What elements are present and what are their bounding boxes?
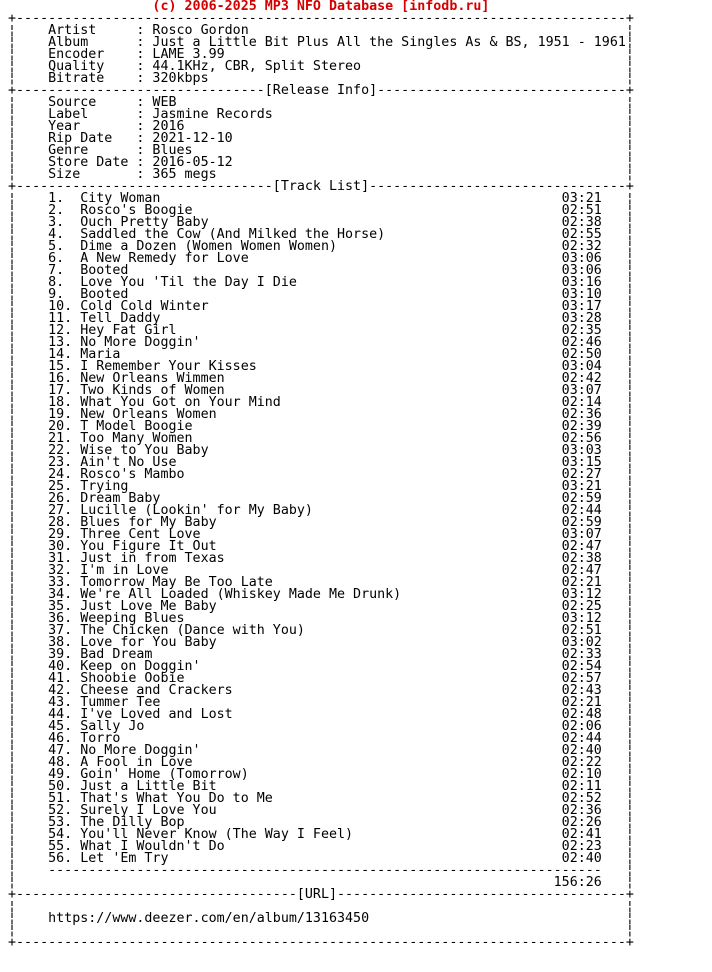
box-top-border: +----------------------------------------------------------------------------+ xyxy=(8,11,634,26)
track-row: ¦ 53. The Dilly Bop 02:26 ¦ xyxy=(8,815,634,830)
track-row: ¦ 23. Ain't No Use 03:15 ¦ xyxy=(8,455,634,470)
release-row: ¦ Genre : Blues ¦ xyxy=(8,143,634,158)
url-spacer: ¦ ¦ xyxy=(8,899,634,914)
track-row: ¦ 50. Just a Little Bit 02:11 ¦ xyxy=(8,779,634,794)
track-row: ¦ 55. What I Wouldn't Do 02:23 ¦ xyxy=(8,839,634,854)
track-row: ¦ 40. Keep on Doggin' 02:54 ¦ xyxy=(8,659,634,674)
track-row: ¦ 33. Tomorrow May Be Too Late 02:21 ¦ xyxy=(8,575,634,590)
track-row: ¦ 56. Let 'Em Try 02:40 ¦ xyxy=(8,851,634,866)
track-row: ¦ 34. We're All Loaded (Whiskey Made Me Drunk) 03:12 ¦ xyxy=(8,587,634,602)
info-row: ¦ Quality : 44.1KHz, CBR, Split Stereo ¦ xyxy=(8,59,634,74)
track-row: ¦ 10. Cold Cold Winter 03:17 ¦ xyxy=(8,299,634,314)
track-row: ¦ 52. Surely I Love You 02:36 ¦ xyxy=(8,803,634,818)
url-spacer: ¦ ¦ xyxy=(8,923,634,938)
track-row: ¦ 27. Lucille (Lookin' for My Baby) 02:44 ¦ xyxy=(8,503,634,518)
track-row: ¦ 3. Ouch Pretty Baby 02:38 ¦ xyxy=(8,215,634,230)
track-row: ¦ 54. You'll Never Know (The Way I Feel) 02:41 ¦ xyxy=(8,827,634,842)
track-row: ¦ 25. Trying 03:21 ¦ xyxy=(8,479,634,494)
track-row: ¦ 26. Dream Baby 02:59 ¦ xyxy=(8,491,634,506)
track-row: ¦ 20. T Model Boogie 02:39 ¦ xyxy=(8,419,634,434)
track-row: ¦ 2. Rosco's Boogie 02:51 ¦ xyxy=(8,203,634,218)
track-row: ¦ 24. Rosco's Mambo 02:27 ¦ xyxy=(8,467,634,482)
track-row: ¦ 1. City Woman 03:21 ¦ xyxy=(8,191,634,206)
track-row: ¦ 47. No More Doggin' 02:40 ¦ xyxy=(8,743,634,758)
box-bottom-border: +----------------------------------------------------------------------------+ xyxy=(8,935,634,950)
track-row: ¦ 45. Sally Jo 02:06 ¦ xyxy=(8,719,634,734)
info-row: ¦ Album : Just a Little Bit Plus All the Singles As & BS, 1951 - 1961¦ xyxy=(8,35,634,50)
track-row: ¦ 32. I'm in Love 02:47 ¦ xyxy=(8,563,634,578)
track-row: ¦ 9. Booted 03:10 ¦ xyxy=(8,287,634,302)
release-row: ¦ Year : 2016 ¦ xyxy=(8,119,634,134)
track-row: ¦ 43. Tummer Tee 02:21 ¦ xyxy=(8,695,634,710)
track-row: ¦ 37. The Chicken (Dance with You) 02:51 ¦ xyxy=(8,623,634,638)
track-row: ¦ 49. Goin' Home (Tomorrow) 02:10 ¦ xyxy=(8,767,634,782)
info-row: ¦ Artist : Rosco Gordon ¦ xyxy=(8,23,634,38)
track-row: ¦ 36. Weeping Blues 03:12 ¦ xyxy=(8,611,634,626)
copyright-header: (c) 2006-2025 MP3 NFO Database [infodb.ru] xyxy=(8,0,490,14)
track-row: ¦ 22. Wise to You Baby 03:03 ¦ xyxy=(8,443,634,458)
track-row: ¦ 21. Too Many Women 02:56 ¦ xyxy=(8,431,634,446)
track-row: ¦ 11. Tell Daddy 03:28 ¦ xyxy=(8,311,634,326)
track-row: ¦ 38. Love for You Baby 03:02 ¦ xyxy=(8,635,634,650)
track-row: ¦ 7. Booted 03:06 ¦ xyxy=(8,263,634,278)
release-row: ¦ Rip Date : 2021-12-10 ¦ xyxy=(8,131,634,146)
track-row: ¦ 51. That's What You Do to Me 02:52 ¦ xyxy=(8,791,634,806)
track-row: ¦ 18. What You Got on Your Mind 02:14 ¦ xyxy=(8,395,634,410)
track-row: ¦ 15. I Remember Your Kisses 03:04 ¦ xyxy=(8,359,634,374)
track-row: ¦ 12. Hey Fat Girl 02:35 ¦ xyxy=(8,323,634,338)
track-row: ¦ 42. Cheese and Crackers 02:43 ¦ xyxy=(8,683,634,698)
info-row: ¦ Bitrate : 320kbps ¦ xyxy=(8,71,634,86)
release-row: ¦ Store Date : 2016-05-12 ¦ xyxy=(8,155,634,170)
track-row: ¦ 8. Love You 'Til the Day I Die 03:16 ¦ xyxy=(8,275,634,290)
track-row: ¦ 29. Three Cent Love 03:07 ¦ xyxy=(8,527,634,542)
track-row: ¦ 41. Shoobie Oobie 02:57 ¦ xyxy=(8,671,634,686)
track-row: ¦ 46. Torro 02:44 ¦ xyxy=(8,731,634,746)
track-list-title: +--------------------------------[Track List]--------------------------------+ xyxy=(8,179,634,194)
track-row: ¦ 6. A New Remedy for Love 03:06 ¦ xyxy=(8,251,634,266)
track-row: ¦ 16. New Orleans Wimmen 02:42 ¦ xyxy=(8,371,634,386)
track-row: ¦ 17. Two Kinds of Women 03:07 ¦ xyxy=(8,383,634,398)
track-row: ¦ 31. Just in from Texas 02:38 ¦ xyxy=(8,551,634,566)
url-text: ¦ https://www.deezer.com/en/album/13163450 ¦ xyxy=(8,911,634,926)
track-total-divider: ¦ --------------------------------------------------------------------- ¦ xyxy=(8,863,634,878)
release-info-title: +-------------------------------[Release Info]-------------------------------+ xyxy=(8,83,634,98)
release-row: ¦ Source : WEB ¦ xyxy=(8,95,634,110)
track-row: ¦ 5. Dime a Dozen (Women Women Women) 02:32 ¦ xyxy=(8,239,634,254)
track-row: ¦ 4. Saddled the Cow (And Milked the Horse) 02:55 ¦ xyxy=(8,227,634,242)
track-row: ¦ 39. Bad Dream 02:33 ¦ xyxy=(8,647,634,662)
track-row: ¦ 13. No More Doggin' 02:46 ¦ xyxy=(8,335,634,350)
track-row: ¦ 19. New Orleans Women 02:36 ¦ xyxy=(8,407,634,422)
track-row: ¦ 35. Just Love Me Baby 02:25 ¦ xyxy=(8,599,634,614)
info-row: ¦ Encoder : LAME 3.99 ¦ xyxy=(8,47,634,62)
track-row: ¦ 44. I've Loved and Lost 02:48 ¦ xyxy=(8,707,634,722)
track-row: ¦ 48. A Fool in Love 02:22 ¦ xyxy=(8,755,634,770)
track-row: ¦ 28. Blues for My Baby 02:59 ¦ xyxy=(8,515,634,530)
url-title: +-----------------------------------[URL]------------------------------------+ xyxy=(8,887,634,902)
track-row: ¦ 14. Maria 02:50 ¦ xyxy=(8,347,634,362)
track-row: ¦ 30. You Figure It Out 02:47 ¦ xyxy=(8,539,634,554)
track-total-time: ¦ 156:26 ¦ xyxy=(8,875,634,890)
release-row: ¦ Label : Jasmine Records ¦ xyxy=(8,107,634,122)
release-row: ¦ Size : 365 megs ¦ xyxy=(8,167,634,182)
